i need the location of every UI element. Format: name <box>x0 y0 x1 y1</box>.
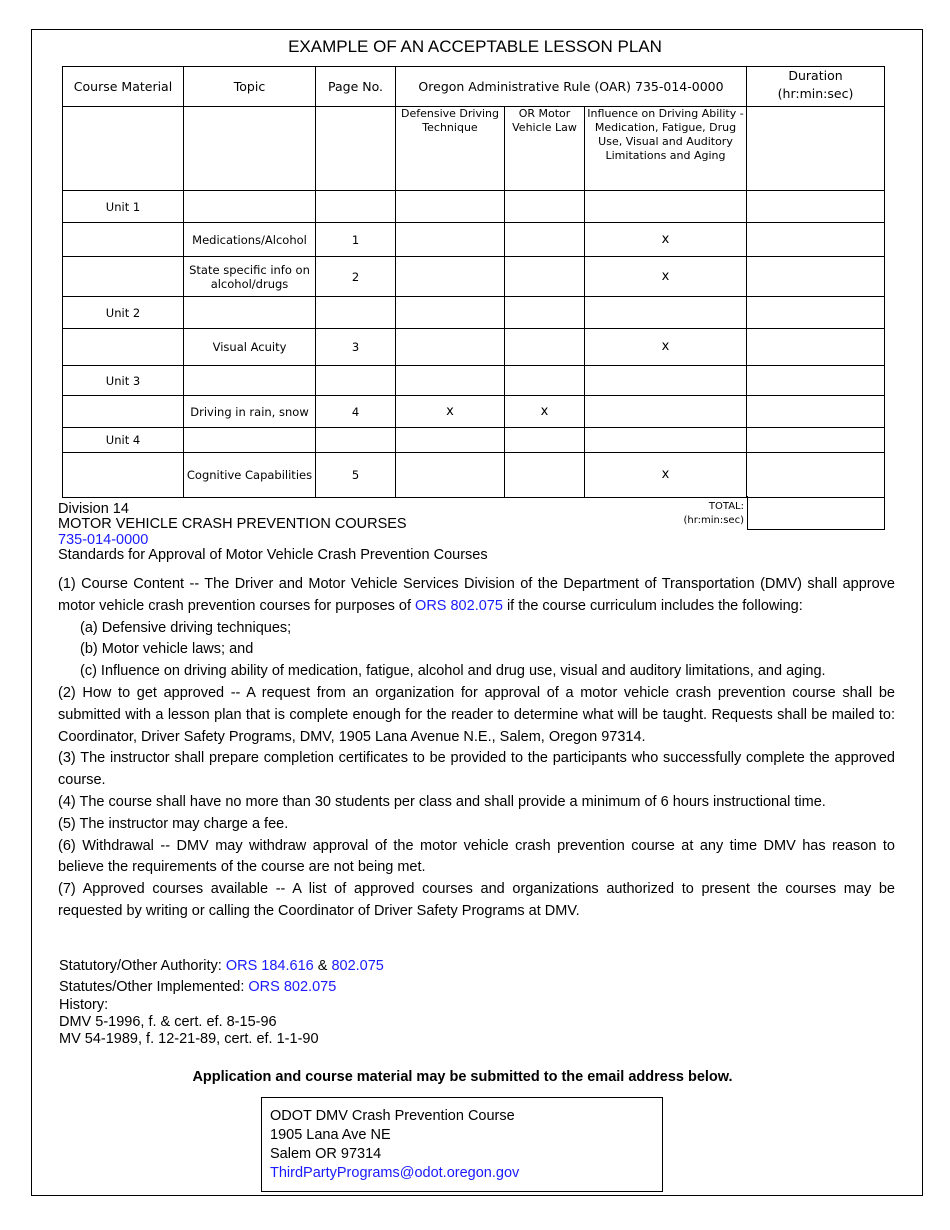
cell-topic <box>184 191 316 223</box>
empty-cell <box>316 107 396 191</box>
stat-label: Statutory/Other Authority: <box>59 958 226 974</box>
ors-802-075-link[interactable]: ORS 802.075 <box>415 597 503 614</box>
statutory-authority <box>59 957 384 976</box>
rule-body <box>58 574 895 923</box>
header-page-no: Page No. <box>316 67 396 107</box>
cell-topic: State specific info on alcohol/drugs <box>184 257 316 297</box>
table-row <box>63 329 885 366</box>
cell-page: 2 <box>316 257 396 297</box>
cell-duration <box>747 396 885 428</box>
address-line: 1905 Lana Ave NE <box>270 1127 391 1143</box>
total-unit: (hr:min:sec) <box>683 515 744 526</box>
address-line: ODOT DMV Crash Prevention Course <box>270 1108 515 1124</box>
cell-defensive: x <box>396 396 505 428</box>
rule-name: Standards for Approval of Motor Vehicle Crash Prevention Courses <box>58 547 488 563</box>
cell-duration <box>747 453 885 498</box>
cell-or-law: x <box>505 396 585 428</box>
history-entry: DMV 5-1996, f. & cert. ef. 8-15-96 <box>59 1014 277 1030</box>
subheader-or-law: OR Motor Vehicle Law <box>505 107 585 191</box>
ors-802-075-link[interactable]: 802.075 <box>331 958 384 974</box>
header-duration: Duration (hr:min:sec) <box>747 67 885 107</box>
item-a: (a) Defensive driving techniques; <box>80 619 292 636</box>
cell-page: 3 <box>316 329 396 366</box>
table-row <box>63 223 885 257</box>
cell-course-material <box>63 396 184 428</box>
total-duration-field[interactable] <box>747 496 885 530</box>
subheader-defensive: Defensive Driving Technique <box>396 107 505 191</box>
cell-or-law <box>505 366 585 396</box>
cell-defensive <box>396 223 505 257</box>
table-row <box>63 366 885 396</box>
table-row <box>63 396 885 428</box>
cell-defensive <box>396 453 505 498</box>
cell-or-law <box>505 257 585 297</box>
cell-influence <box>585 428 747 453</box>
cell-page <box>316 366 396 396</box>
empty-cell <box>184 107 316 191</box>
header-topic: Topic <box>184 67 316 107</box>
cell-page <box>316 191 396 223</box>
division-label: Division 14 <box>58 501 129 517</box>
cell-defensive <box>396 257 505 297</box>
total-text: TOTAL: <box>708 501 744 512</box>
cell-influence: x <box>585 223 747 257</box>
cell-influence <box>585 297 747 329</box>
history-entry: MV 54-1989, f. 12-21-89, cert. ef. 1-1-90 <box>59 1031 319 1047</box>
p1-text-end: if the course curriculum includes the following: <box>502 597 803 614</box>
cell-course-material <box>63 223 184 257</box>
subheader-influence: Influence on Driving Ability - Medication, Fatigue, Drug Use, Visual and Auditory Limitations and Aging <box>585 107 747 191</box>
cell-course-material: Unit 1 <box>63 191 184 223</box>
cell-course-material: Unit 2 <box>63 297 184 329</box>
cell-topic <box>184 428 316 453</box>
cell-course-material <box>63 453 184 498</box>
cell-defensive <box>396 329 505 366</box>
history-label: History: <box>59 997 109 1013</box>
cell-topic <box>184 297 316 329</box>
ors-184-616-link[interactable]: ORS 184.616 <box>225 958 314 974</box>
table-row <box>63 191 885 223</box>
table-row <box>63 453 885 498</box>
cell-or-law <box>505 428 585 453</box>
cell-influence: x <box>585 257 747 297</box>
cell-influence: x <box>585 329 747 366</box>
table-header-row <box>63 67 885 107</box>
cell-course-material <box>63 329 184 366</box>
division-heading: MOTOR VEHICLE CRASH PREVENTION COURSES <box>58 516 407 532</box>
table-row <box>63 297 885 329</box>
empty-cell <box>747 107 885 191</box>
submission-note: Application and course material may be submitted to the email address below. <box>192 1069 733 1085</box>
cell-duration <box>747 366 885 396</box>
table-row <box>63 428 885 453</box>
cell-influence <box>585 396 747 428</box>
cell-or-law <box>505 191 585 223</box>
cell-duration <box>747 223 885 257</box>
paragraph-2: (2) How to get approved -- A request from an organization for approval of a motor vehicle crash prevention course shall be submitted with a lesson plan that is complete enough for the reader to determine what will be taught. Requests shall be mailed to: Coordinator, Driver Safety Programs, DMV, 1905 Lana Avenue N.E., Salem, Oregon 97314. <box>58 684 895 745</box>
cell-or-law <box>505 297 585 329</box>
paragraph-7: (7) Approved courses available -- A list of approved courses and organizations authorized to present the courses may be requested by writing or calling the Coordinator of Driver Safety Programs at DMV. <box>58 881 895 919</box>
cell-course-material <box>63 257 184 297</box>
table-row <box>63 257 885 297</box>
cell-topic: Driving in rain, snow <box>184 396 316 428</box>
impl-label: Statutes/Other Implemented: <box>59 979 249 995</box>
authority-section <box>59 957 384 1048</box>
cell-influence <box>585 366 747 396</box>
paragraph-5: (5) The instructor may charge a fee. <box>58 815 289 832</box>
cell-topic <box>184 366 316 396</box>
cell-page: 4 <box>316 396 396 428</box>
cell-course-material: Unit 4 <box>63 428 184 453</box>
statutes-implemented <box>59 978 384 997</box>
cell-page: 5 <box>316 453 396 498</box>
cell-or-law <box>505 329 585 366</box>
cell-page: 1 <box>316 223 396 257</box>
cell-duration <box>747 297 885 329</box>
cell-page <box>316 297 396 329</box>
cell-duration <box>747 329 885 366</box>
lesson-plan-table <box>62 66 885 498</box>
cell-topic: Medications/Alcohol <box>184 223 316 257</box>
cell-topic: Visual Acuity <box>184 329 316 366</box>
amp: & <box>313 958 332 974</box>
cell-duration <box>747 257 885 297</box>
cell-defensive <box>396 191 505 223</box>
empty-cell <box>63 107 184 191</box>
cell-duration <box>747 191 885 223</box>
paragraph-4: (4) The course shall have no more than 30 students per class and shall provide a minimum of 6 hours instructional time. <box>58 793 826 810</box>
cell-defensive <box>396 297 505 329</box>
ors-802-075-link[interactable]: ORS 802.075 <box>248 979 337 995</box>
cell-defensive <box>396 428 505 453</box>
address-line: Salem OR 97314 <box>270 1146 382 1162</box>
cell-course-material: Unit 3 <box>63 366 184 396</box>
cell-duration <box>747 428 885 453</box>
address-box <box>261 1097 663 1192</box>
paragraph-6: (6) Withdrawal -- DMV may withdraw approval of the motor vehicle crash prevention course at any time DMV has reason to believe the requirements of the course are not being met. <box>58 837 895 876</box>
cell-or-law <box>505 223 585 257</box>
page-title: EXAMPLE OF AN ACCEPTABLE LESSON PLAN <box>288 37 662 56</box>
header-course-material: Course Material <box>63 67 184 107</box>
header-oar: Oregon Administrative Rule (OAR) 735-014-0000 <box>396 67 747 107</box>
table-subheader-row <box>63 107 885 191</box>
p1-text: (1) Course Content -- The Driver and Motor Vehicle Services Division of the Department of Transportation (DMV) shall approve motor vehicle crash prevention courses for purposes of <box>58 576 895 614</box>
total-label <box>668 500 744 528</box>
email-link[interactable]: ThirdPartyPrograms@odot.oregon.gov <box>270 1165 520 1181</box>
cell-influence: x <box>585 453 747 498</box>
item-c: (c) Influence on driving ability of medication, fatigue, alcohol and drug use, visual and auditory limitations, and aging. <box>80 663 826 680</box>
cell-influence <box>585 191 747 223</box>
paragraph-1 <box>58 574 895 618</box>
paragraph-3: (3) The instructor shall prepare completion certificates to be provided to the participants who successfully complete the approved course. <box>58 750 895 789</box>
rule-number-link[interactable]: 735-014-0000 <box>58 532 149 548</box>
cell-topic: Cognitive Capabilities <box>184 453 316 498</box>
item-b: (b) Motor vehicle laws; and <box>80 641 254 658</box>
cell-page <box>316 428 396 453</box>
cell-or-law <box>505 453 585 498</box>
cell-defensive <box>396 366 505 396</box>
